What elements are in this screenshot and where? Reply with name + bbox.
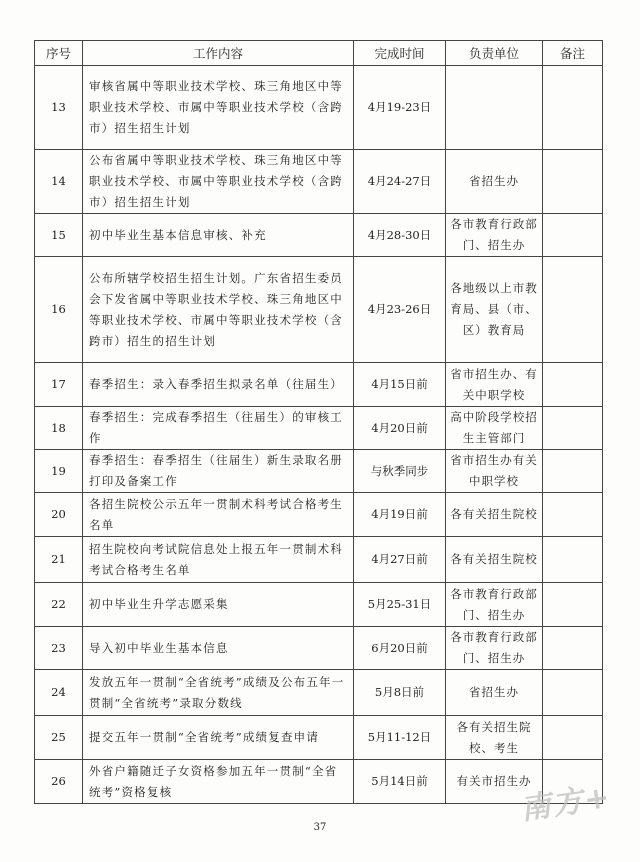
table-row (35, 363, 603, 407)
row-note (543, 66, 603, 150)
row-unit: 省市招生办、有关中职学校 (446, 363, 543, 407)
row-number: 15 (35, 214, 83, 257)
row-number: 21 (35, 537, 83, 583)
header-time: 完成时间 (354, 41, 446, 66)
table-row (35, 760, 603, 804)
row-time: 5月11-12日 (354, 716, 446, 760)
table-row (35, 537, 603, 583)
row-number: 16 (35, 257, 83, 363)
row-note (543, 670, 603, 716)
watermark-logo: 南方+ (518, 779, 614, 828)
row-unit: 高中阶段学校招生主管部门 (446, 407, 543, 450)
row-unit: 各市教育行政部门、招生办 (446, 583, 543, 627)
row-time: 4月19日前 (354, 493, 446, 537)
header-unit: 负责单位 (446, 41, 543, 66)
row-time: 4月20日前 (354, 407, 446, 450)
row-note (543, 363, 603, 407)
header-note: 备注 (543, 41, 603, 66)
row-number: 20 (35, 493, 83, 537)
row-number: 23 (35, 627, 83, 670)
row-time: 4月28-30日 (354, 214, 446, 257)
row-unit: 省市招生办有关中职学校 (446, 450, 543, 493)
row-unit: 省招生办 (446, 150, 543, 214)
row-number: 26 (35, 760, 83, 804)
row-content: 春季招生：录入春季招生拟录名单（往届生） (83, 363, 354, 407)
row-time: 6月20日前 (354, 627, 446, 670)
row-time: 5月25-31日 (354, 583, 446, 627)
table-row (35, 583, 603, 627)
row-content: 公布所辖学校招生招生计划。广东省招生委员会下发省属中等职业技术学校、珠三角地区中等职业技术学校、市属中等职业技术学校（含跨市）招生的招生计划 (83, 257, 354, 363)
row-note (543, 537, 603, 583)
row-note (543, 214, 603, 257)
row-unit: 各市教育行政部门、招生办 (446, 214, 543, 257)
row-number: 19 (35, 450, 83, 493)
row-unit: 各有关招生院校、考生 (446, 716, 543, 760)
row-time: 5月14日前 (354, 760, 446, 804)
row-number: 13 (35, 66, 83, 150)
row-content: 提交五年一贯制“全省统考”成绩复查申请 (83, 716, 354, 760)
row-content: 各招生院校公示五年一贯制术科考试合格考生名单 (83, 493, 354, 537)
row-content: 导入初中毕业生基本信息 (83, 627, 354, 670)
table-row (35, 450, 603, 493)
row-time: 4月19-23日 (354, 66, 446, 150)
row-number: 22 (35, 583, 83, 627)
row-content: 初中毕业生基本信息审核、补充 (83, 214, 354, 257)
row-note (543, 257, 603, 363)
row-time: 4月15日前 (354, 363, 446, 407)
row-note (543, 627, 603, 670)
row-content: 公布省属中等职业技术学校、珠三角地区中等职业技术学校、市属中等职业技术学校（含跨市）招生招生计划 (83, 150, 354, 214)
row-number: 14 (35, 150, 83, 214)
schedule-table (34, 40, 603, 804)
row-content: 招生院校向考试院信息处上报五年一贯制术科考试合格考生名单 (83, 537, 354, 583)
row-number: 25 (35, 716, 83, 760)
table-row (35, 627, 603, 670)
row-time: 与秋季同步 (354, 450, 446, 493)
table-row (35, 66, 603, 150)
table-row (35, 214, 603, 257)
table-row (35, 150, 603, 214)
table-header-row (35, 41, 603, 66)
table-row (35, 407, 603, 450)
header-content: 工作内容 (83, 41, 354, 66)
row-time: 4月27日前 (354, 537, 446, 583)
row-unit: 各地级以上市教育局、县（市、区）教育局 (446, 257, 543, 363)
row-unit: 各有关招生院校 (446, 537, 543, 583)
row-note (543, 493, 603, 537)
row-time: 4月24-27日 (354, 150, 446, 214)
header-num: 序号 (35, 41, 83, 66)
table-row (35, 670, 603, 716)
row-content: 春季招生：春季招生（往届生）新生录取名册打印及备案工作 (83, 450, 354, 493)
row-unit (446, 66, 543, 150)
page-number: 37 (313, 822, 327, 833)
row-time: 5月8日前 (354, 670, 446, 716)
row-unit: 各有关招生院校 (446, 493, 543, 537)
row-note (543, 583, 603, 627)
table-row (35, 716, 603, 760)
row-unit: 有关市招生办 (446, 760, 543, 804)
row-note (543, 150, 603, 214)
row-unit: 各市教育行政部门、招生办 (446, 627, 543, 670)
table-row (35, 493, 603, 537)
table-row (35, 257, 603, 363)
row-time: 4月23-26日 (354, 257, 446, 363)
row-note (543, 407, 603, 450)
row-content: 发放五年一贯制“全省统考”成绩及公布五年一贯制“全省统考”录取分数线 (83, 670, 354, 716)
row-note (543, 450, 603, 493)
row-number: 17 (35, 363, 83, 407)
row-number: 24 (35, 670, 83, 716)
row-unit: 省招生办 (446, 670, 543, 716)
row-content: 外省户籍随迁子女资格参加五年一贯制“全省统考”资格复核 (83, 760, 354, 804)
row-content: 审核省属中等职业技术学校、珠三角地区中等职业技术学校、市属中等职业技术学校（含跨市）招生招生计划 (83, 66, 354, 150)
row-content: 初中毕业生升学志愿采集 (83, 583, 354, 627)
row-content: 春季招生：完成春季招生（往届生）的审核工作 (83, 407, 354, 450)
row-note (543, 716, 603, 760)
row-number: 18 (35, 407, 83, 450)
